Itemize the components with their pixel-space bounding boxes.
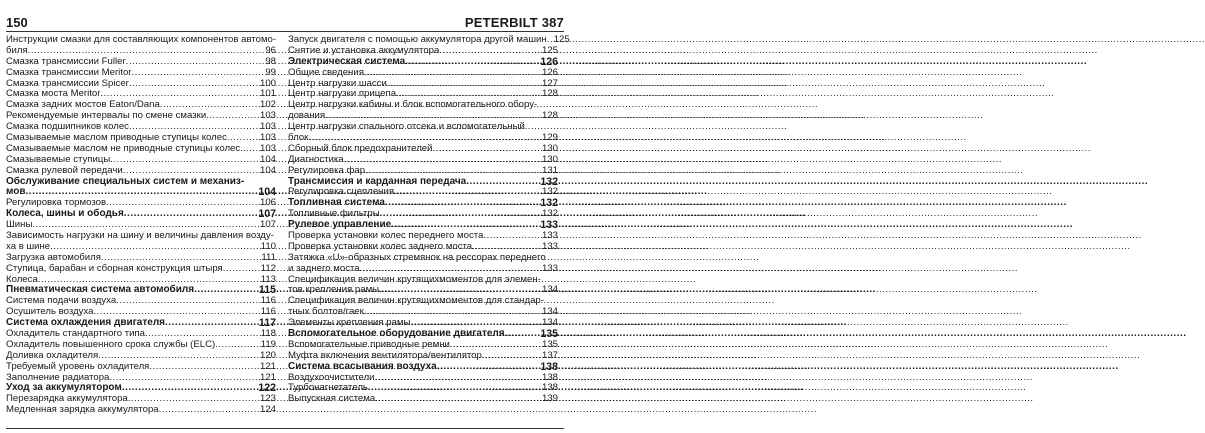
toc-entry-title: Смазка моста Meritor (6, 88, 101, 100)
toc-page-number: 132 (540, 197, 558, 210)
toc-leader-dots (364, 68, 541, 79)
toc-right-column (288, 33, 570, 405)
footer-rule (6, 428, 564, 429)
toc-page-number: 103 (259, 121, 276, 133)
toc-entry-title: Элементы крепления рамы (288, 317, 411, 329)
toc-entry-title: Спецификация величин крутящихмоментов для стандар- (288, 295, 544, 307)
toc-entry-title: Охладитель повышенного срока службы (ELC) (6, 338, 216, 350)
toc-page-number: 121 (259, 360, 276, 372)
toc-entry-title: Регулировка сцепления (288, 186, 395, 198)
toc-entry-title: Регулировка фар (288, 164, 366, 176)
toc-entry-title: Ступица, барабан и сборная конструкция штыря (6, 262, 223, 274)
toc-entry (288, 68, 558, 79)
toc-entry-title: Колеса (6, 273, 38, 285)
toc-entry (6, 405, 276, 416)
toc-entry-title: тных болтов/гаек (288, 306, 364, 318)
page-number: 150 (6, 15, 28, 30)
toc-entry-title: Обслуживание специальных систем и механиз- (6, 175, 245, 187)
toc-leader-dots (365, 166, 541, 177)
toc-page-number: 137 (541, 349, 558, 361)
toc-entry-title: Затяжка «U»-образных стремянок на рессорах переднего (288, 251, 546, 263)
toc-section-heading (288, 362, 558, 373)
page-header (6, 3, 564, 33)
toc-entry-title: Центр нагрузки спального отсека и вспомогательный (288, 121, 525, 133)
toc-entry-title: Система охлаждения двигателя (6, 317, 166, 329)
toc-page-number: 119 (260, 338, 276, 350)
toc-entry (6, 362, 276, 373)
toc-page-number: 102 (259, 99, 276, 111)
toc-entry-title: Медленная зарядка аккумулятора (6, 404, 159, 416)
toc-entry-title: Воздухоочистители (288, 371, 375, 383)
toc-entry-title: Общие сведения (288, 66, 364, 78)
toc-page-number: 107 (258, 208, 276, 221)
book-title: PETERBILT 387 (464, 15, 564, 30)
toc-page-number: 132 (541, 186, 558, 198)
toc-entry-title: Шины (6, 219, 33, 231)
toc-entry-title: Смазываемые маслом не приводные ступицы колес. (6, 142, 243, 154)
toc-entry-title: Система подачи воздуха (6, 295, 117, 307)
toc-page-number: 104 (259, 153, 276, 165)
toc-entry-title: Центр нагрузки шасси (288, 77, 387, 89)
toc-entry-title: Смазка задних мостов Eaton/Dana (6, 99, 160, 111)
toc-entry-title: Зависимость нагрузки на шину и величины давления возду- (6, 230, 274, 242)
toc-entry (6, 68, 276, 79)
toc-entry-title: Центр нагрузки прицепа (288, 88, 397, 100)
toc-entry-title: Смазываемые маслом приводные ступицы колес (6, 132, 227, 143)
toc-page-number: 116 (260, 295, 276, 307)
toc-page-number: 117 (258, 317, 276, 330)
toc-entry-title: Пневматическая система автомобиля (6, 284, 195, 296)
toc-entry-title: Смазка рулевой передачи (6, 164, 123, 176)
toc-page-number: 134 (541, 306, 558, 318)
toc-entry-title: Загрузка автомобиля (6, 251, 101, 263)
toc-entry-title: Сборный блок предохранителей (288, 142, 433, 154)
toc-page-number: 129 (541, 132, 558, 143)
toc-entry-title: Инструкции смазки для составляющих компонентов автомо- (6, 33, 277, 45)
toc-page-number: 107 (259, 219, 276, 231)
toc-entry (288, 394, 558, 405)
toc-entry-title: Смазка подшипников колес (6, 121, 129, 133)
toc-entry-title: Рекомендуемые интервалы по смене смазки (6, 110, 207, 122)
toc-entry-title: Система всасывания воздуха (288, 360, 437, 372)
toc-entry-title: Топливные фильтры (288, 208, 380, 220)
toc-page-number: 132 (541, 208, 558, 220)
toc-left-column (6, 35, 276, 416)
toc-leader-dots (123, 166, 259, 177)
toc-entry-title: мов (6, 186, 26, 198)
toc-entry-title: Вспомогательные приводные ремни (288, 338, 450, 350)
toc-page-number: 138 (541, 371, 558, 383)
toc-entry-title: Топливная система (288, 197, 385, 209)
toc-page-number: 101 (259, 88, 276, 100)
toc-entry-title: Вспомогательное оборудование двигателя (288, 328, 505, 340)
toc-entry (288, 166, 558, 177)
toc-page-number: 127 (541, 77, 558, 89)
toc-page-number: 118 (260, 328, 276, 340)
toc-entry-title: Проверка установки колес переднего моста (288, 230, 484, 242)
toc-page-number: 100 (259, 77, 276, 89)
toc-leader-dots (437, 362, 540, 373)
toc-page-number: 134 (541, 284, 558, 296)
toc-page-number: 111 (261, 251, 276, 263)
toc-leader-dots (159, 405, 259, 416)
toc-leader-dots (360, 264, 541, 275)
toc-page-number: 131 (541, 164, 558, 176)
toc-page-number: 106 (259, 197, 276, 209)
toc-page-number: 99 (265, 66, 276, 78)
toc-entry-title: Смазка трансмиссии Meritor (6, 66, 132, 78)
toc-entry (6, 166, 276, 177)
toc-entry-title: Выпускная система (288, 393, 376, 405)
toc-entry-title: Уход за аккумулятором (6, 382, 122, 394)
toc-entry-title: Доливка охладителя (6, 349, 99, 361)
toc-page-number: 120 (259, 349, 276, 361)
toc-page-number: 104 (258, 186, 276, 199)
toc-page-number: 138 (541, 382, 558, 394)
toc-page-number: 128 (541, 88, 558, 100)
toc-page-number: 126 (540, 55, 558, 68)
toc-entry-title: Муфта включения вентилятора/вентилятор (288, 349, 482, 361)
toc-entry-title: тов крепления рамы (288, 284, 380, 296)
toc-entry-title: Регулировка тормозов (6, 197, 107, 209)
toc-leader-dots (149, 362, 259, 373)
toc-entry-title: Смазываемые ступицы (6, 153, 111, 165)
toc-entry-title: Диагностика (288, 153, 344, 165)
toc-leader-dots (223, 264, 260, 275)
toc-page-number: 96 (265, 44, 276, 56)
toc-page-number: 112 (260, 262, 276, 274)
toc-entry-title: Смазка трансмиссии Fuller (6, 55, 126, 67)
toc-entry-title: Охладитель стандартного типа (6, 328, 145, 340)
toc-entry (6, 264, 276, 275)
toc-page-number: 139 (541, 393, 558, 405)
toc-page-number: 103 (259, 110, 276, 122)
toc-page-number: 103 (259, 142, 276, 154)
toc-entry-title: Смазка трансмиссии Spicer (6, 77, 129, 89)
toc-page-number: 121 (259, 371, 276, 383)
toc-page-number: 133 (540, 219, 558, 232)
toc-entry (288, 264, 558, 275)
toc-page-number: 116 (260, 306, 276, 318)
toc-entry-title: биля (6, 44, 28, 56)
toc-entry-title: Проверка установки колес заднего моста (288, 240, 473, 252)
toc-entry-title: Спецификация величин крутящихмоментов для элемен- (288, 273, 541, 285)
toc-page-number: 103 (259, 132, 276, 143)
toc-page-number: 123 (259, 393, 276, 405)
toc-entry-title: Центр нагрузки кабины и блок вспомогательного обору- (288, 99, 538, 111)
toc-page-number: 135 (540, 328, 558, 341)
toc-page-number: 115 (258, 284, 276, 297)
toc-page-number: 98 (265, 55, 276, 67)
toc-page-number: 133 (541, 240, 558, 252)
toc-page-number: 104 (259, 164, 276, 176)
toc-page-number: 125 (541, 44, 558, 56)
toc-page-number: 132 (540, 175, 558, 188)
toc-entry-title: Рулевое управление (288, 219, 392, 231)
toc-entry-title: Трансмиссия и карданная передача (288, 175, 467, 187)
toc-entry-title: Заполнение радиатора (6, 371, 110, 383)
toc-page-number: 133 (541, 262, 558, 274)
toc-entry-title: Осушитель воздуха (6, 306, 94, 318)
toc-page-number: 125 (553, 33, 570, 45)
toc-page-number: 124 (259, 404, 276, 416)
toc-entry-title: и заднего моста (288, 262, 360, 274)
toc-page-number: 126 (541, 66, 558, 78)
toc-page-number: 113 (260, 273, 276, 285)
toc-page-number: 130 (541, 153, 558, 165)
toc-entry-title: Перезарядка аккумулятора (6, 393, 128, 405)
toc-entry-title: Снятие и установка аккумулятора (288, 44, 440, 56)
toc-page-number: 128 (541, 110, 558, 122)
toc-entry-title: Электрическая система (288, 55, 406, 67)
toc-entry-title: дования (288, 110, 326, 122)
toc-entry-title: Колеса, шины и ободья (6, 208, 124, 220)
toc-entry-title: Требуемый уровень охладителя (6, 360, 150, 372)
toc-page-number: 122 (258, 382, 276, 395)
toc-entry-title: Турбонагнетатель (288, 382, 368, 394)
toc-leader-dots (375, 394, 541, 405)
toc-page-number: 138 (540, 360, 558, 373)
header-rule (6, 31, 564, 32)
toc-entry-title: блок (288, 132, 309, 143)
toc-page-number: 130 (541, 142, 558, 154)
toc-page-number: 133 (541, 230, 558, 242)
toc-entry-title: Запуск двигателя с помощью аккумулятора другой машин (288, 33, 547, 45)
toc-page-number: 135 (541, 338, 558, 350)
toc-entry-title: ха в шине (6, 240, 51, 252)
toc-page-number: 110 (260, 240, 276, 252)
toc-leader-dots (132, 68, 265, 79)
toc-page-number: 134 (541, 317, 558, 329)
